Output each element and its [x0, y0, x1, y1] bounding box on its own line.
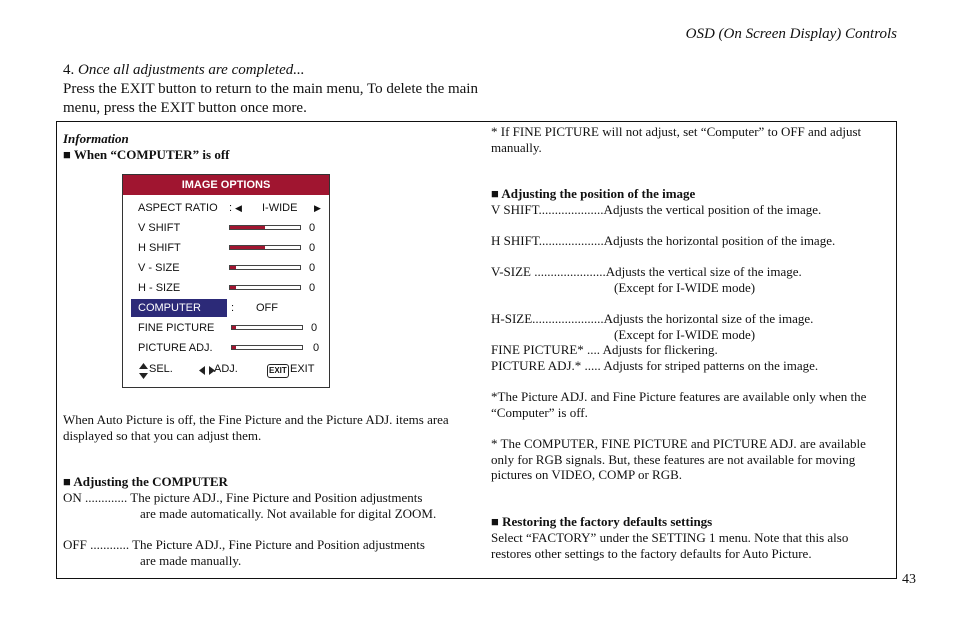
osd-value: 0 — [311, 322, 318, 334]
computer-off-line2: are made manually. — [140, 553, 242, 568]
osd-slider[interactable] — [229, 245, 301, 250]
osd-slider-fill — [232, 326, 236, 329]
step-text: Press the EXIT button to return to the main menu, To delete the main menu, press the EXIT button once more. — [63, 81, 478, 116]
osd-value: 0 — [313, 342, 320, 354]
osd-value: OFF — [256, 302, 278, 314]
fine-picture-desc: FINE PICTURE* .... Adjusts for flickering. — [491, 342, 718, 357]
osd-slider-fill — [230, 226, 265, 229]
h-size-desc: H-SIZE......................Adjusts the horizontal size of the image. — [491, 311, 814, 326]
osd-label: H - SIZE — [138, 282, 181, 294]
osd-slider[interactable] — [231, 325, 303, 330]
osd-separator: : — [229, 202, 233, 214]
osd-image-options-menu — [122, 174, 330, 388]
osd-slider[interactable] — [229, 285, 301, 290]
osd-row-h-shift[interactable] — [131, 239, 323, 257]
information-title: Information — [63, 131, 129, 146]
picture-adj-desc: PICTURE ADJ.* ..... Adjusts for striped patterns on the image. — [491, 358, 819, 373]
osd-title: IMAGE OPTIONS — [123, 175, 329, 195]
step-heading — [63, 62, 304, 79]
adjusting-computer-title: ■ Adjusting the COMPUTER — [63, 474, 228, 489]
osd-sel-label: SEL. — [149, 363, 173, 375]
computer-off-line1: OFF ............ The Picture ADJ., Fine Picture and Position adjustments — [63, 537, 425, 552]
osd-exit-label: EXIT — [290, 363, 315, 375]
computer-on-line1: ON ............. The picture ADJ., Fine Picture and Position adjustments — [63, 490, 423, 505]
h-size-note: (Except for I-WIDE mode) — [614, 327, 756, 342]
osd-value: 0 — [309, 242, 316, 254]
v-shift-desc: V SHIFT....................Adjusts the vertical position of the image. — [491, 202, 822, 217]
osd-row-fine-picture[interactable] — [131, 319, 323, 337]
osd-footer — [137, 362, 323, 380]
step-lead: Once all adjustments are completed... — [78, 62, 305, 78]
osd-row-aspect-ratio[interactable] — [131, 199, 323, 217]
v-size-note: (Except for I-WIDE mode) — [614, 280, 756, 295]
restore-text: Select “FACTORY” under the SETTING 1 menu. Note that this also restores other settings to the factory defaults for Auto Picture. — [491, 530, 849, 561]
when-computer-off-title: ■ When “COMPUTER” is off — [63, 147, 230, 162]
osd-label: V SHIFT — [138, 222, 181, 234]
right-arrow-icon: ▶ — [314, 203, 321, 213]
left-right-arrow-icon — [199, 366, 215, 375]
osd-label: PICTURE ADJ. — [138, 342, 213, 354]
osd-value: 0 — [309, 282, 316, 294]
osd-row-v-size[interactable] — [131, 259, 323, 277]
osd-label-selected: COMPUTER — [131, 299, 227, 317]
osd-value: 0 — [309, 262, 316, 274]
osd-slider[interactable] — [231, 345, 303, 350]
exit-key-icon: EXIT — [267, 364, 289, 378]
page-number: 43 — [902, 572, 916, 587]
v-size-desc: V-SIZE ......................Adjusts the vertical size of the image. — [491, 264, 802, 279]
fine-picture-note: * If FINE PICTURE will not adjust, set “Computer” to OFF and adjust manually. — [491, 124, 862, 155]
osd-label: H SHIFT — [138, 242, 181, 254]
osd-slider-fill — [230, 246, 265, 249]
osd-row-computer[interactable] — [131, 299, 323, 317]
osd-row-h-size[interactable] — [131, 279, 323, 297]
up-down-arrow-icon — [139, 363, 148, 379]
osd-slider[interactable] — [229, 265, 301, 270]
osd-slider-fill — [232, 346, 236, 349]
osd-slider[interactable] — [229, 225, 301, 230]
position-title: ■ Adjusting the position of the image — [491, 186, 696, 201]
h-shift-desc: H SHIFT....................Adjusts the horizontal position of the image. — [491, 233, 836, 248]
availability-note: *The Picture ADJ. and Fine Picture features are available only when the “Computer” is off. — [491, 389, 867, 420]
left-arrow-icon: ◀ — [235, 203, 242, 213]
rgb-note: * The COMPUTER, FINE PICTURE and PICTURE ADJ. are available only for RGB signals. But, these features are not available for moving pictures on VIDEO, COMP or RGB. — [491, 436, 866, 482]
osd-row-v-shift[interactable] — [131, 219, 323, 237]
auto-picture-note: When Auto Picture is off, the Fine Picture and the Picture ADJ. items area displayed so that you can adjust them. — [63, 412, 449, 443]
osd-value: 0 — [309, 222, 316, 234]
osd-label: FINE PICTURE — [138, 322, 215, 334]
osd-label: ASPECT RATIO — [138, 202, 218, 214]
osd-value: I-WIDE — [262, 202, 298, 214]
osd-separator: : — [231, 302, 235, 314]
step-number: 4. — [63, 62, 75, 78]
osd-slider-fill — [230, 266, 236, 269]
computer-on-line2: are made automatically. Not available for digital ZOOM. — [140, 506, 437, 521]
restore-title: ■ Restoring the factory defaults settings — [491, 514, 713, 529]
osd-row-picture-adj[interactable] — [131, 339, 323, 357]
osd-adj-label: ADJ. — [214, 363, 238, 375]
osd-label: V - SIZE — [138, 262, 180, 274]
osd-slider-fill — [230, 286, 236, 289]
section-header: OSD (On Screen Display) Controls — [685, 26, 897, 42]
